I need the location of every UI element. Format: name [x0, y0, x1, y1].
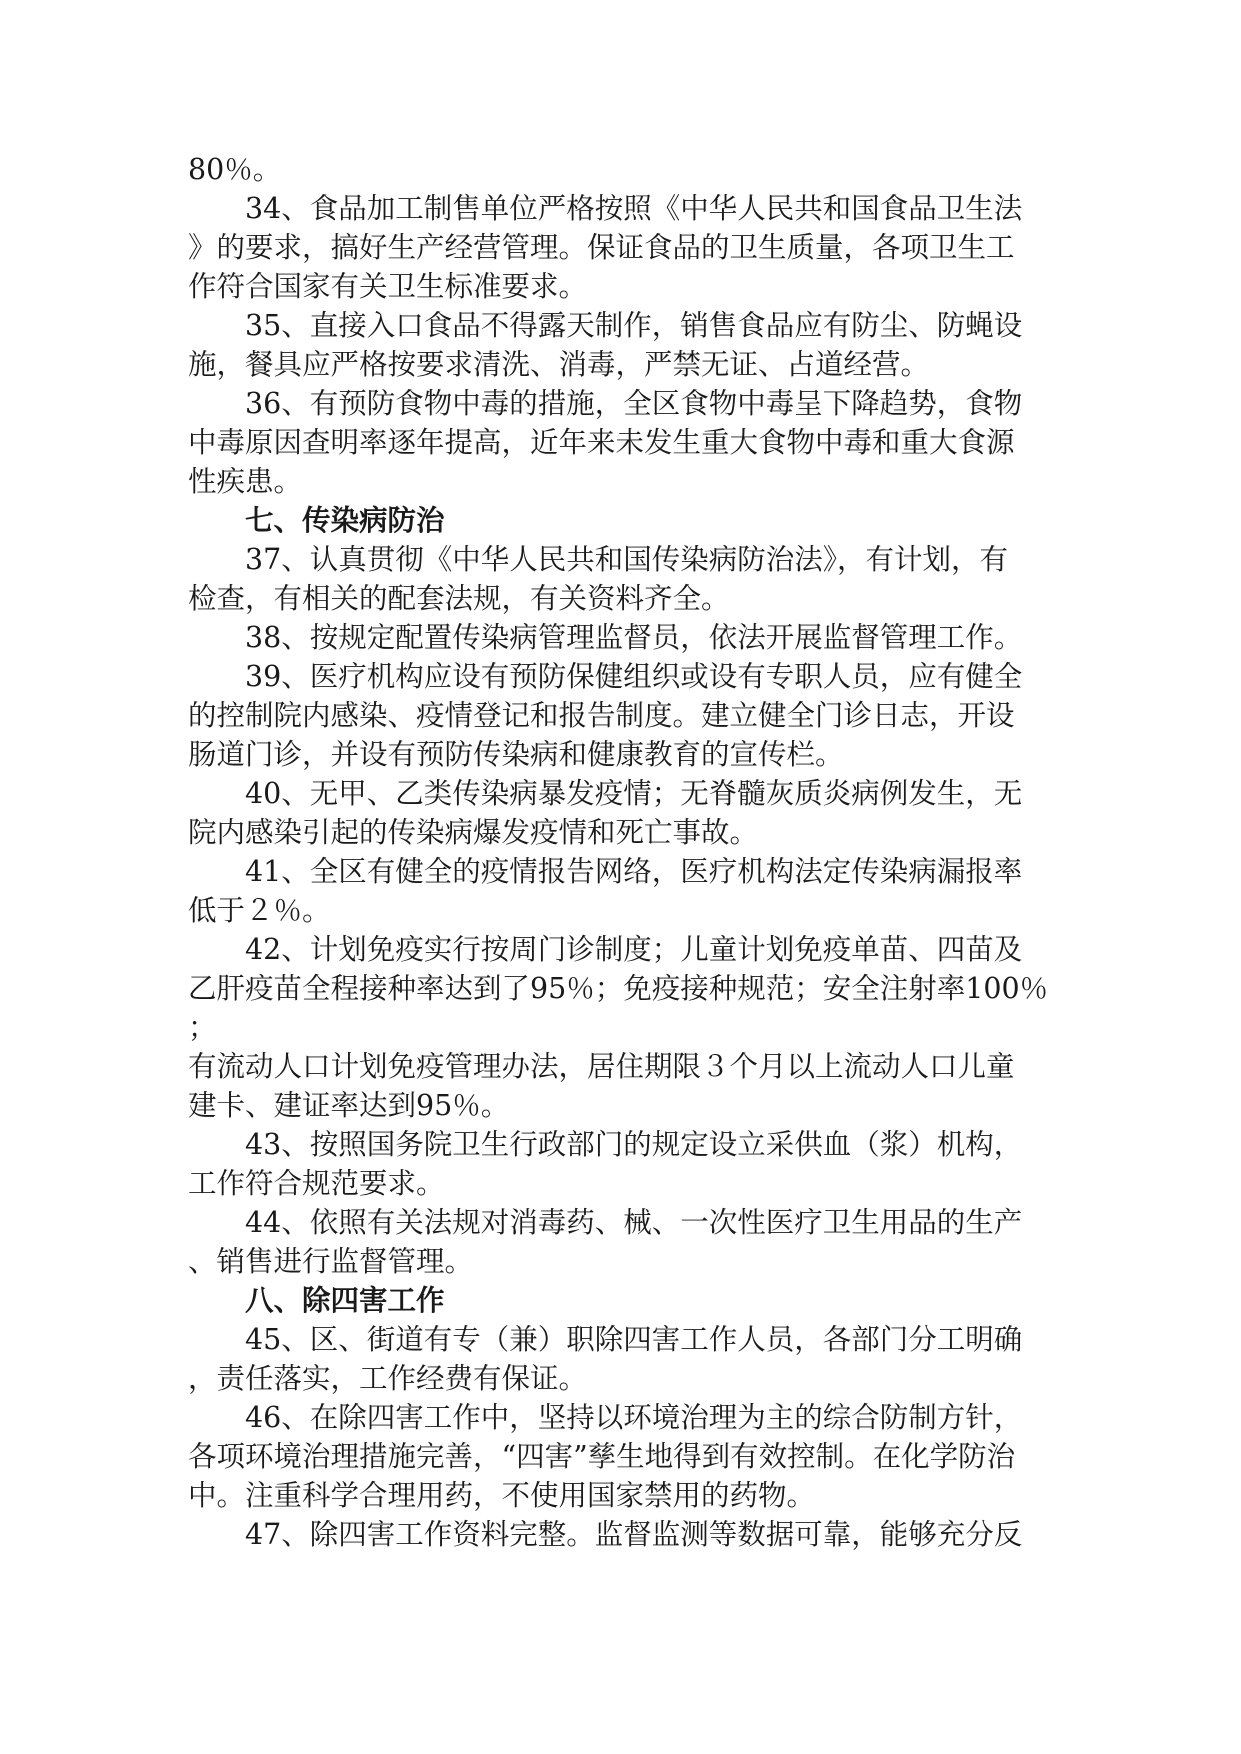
paragraph-line: 肠道门诊，并设有预防传染病和健康教育的宣传栏。: [188, 738, 844, 771]
paragraph-line: 40、无甲、乙类传染病暴发疫情；无脊髓灰质炎病例发生，无: [245, 777, 1023, 810]
paragraph-line: ；: [188, 1011, 217, 1044]
section-heading: 七、传染病防治: [245, 503, 445, 537]
paragraph-line: 35、直接入口食品不得露天制作，销售食品应有防尘、防蝇设: [245, 309, 1023, 342]
paragraph-line: 有流动人口计划免疫管理办法，居住期限３个月以上流动人口儿童: [188, 1050, 1015, 1083]
paragraph-line: 作符合国家有关卫生标准要求。: [188, 270, 588, 303]
paragraph-line: ，责任落实，工作经费有保证。: [188, 1362, 588, 1395]
paragraph-line: 47、除四害工作资料完整。监督监测等数据可靠，能够充分反: [245, 1518, 1023, 1551]
paragraph-line: 38、按规定配置传染病管理监督员，依法开展监督管理工作。: [245, 621, 1023, 654]
paragraph-line: 41、全区有健全的疫情报告网络，医疗机构法定传染病漏报率: [245, 855, 1023, 888]
paragraph-line: 、销售进行监督管理。: [188, 1245, 474, 1278]
document-body: [188, 150, 1053, 1554]
paragraph-line: 的控制院内感染、疫情登记和报告制度。建立健全门诊日志，开设: [188, 699, 1015, 732]
paragraph-line: 80％。: [188, 153, 282, 186]
paragraph-line: 36、有预防食物中毒的措施，全区食物中毒呈下降趋势，食物: [245, 387, 1023, 420]
paragraph-line: 施，餐具应严格按要求清洗、消毒，严禁无证、占道经营。: [188, 348, 930, 381]
paragraph-line: 工作符合规范要求。: [188, 1167, 445, 1200]
section-heading: 八、除四害工作: [245, 1283, 445, 1317]
paragraph-line: 中毒原因查明率逐年提高，近年来未发生重大食物中毒和重大食源: [188, 426, 1015, 459]
paragraph-line: 低于２％。: [188, 894, 331, 927]
paragraph-line: 性疾患。: [188, 465, 303, 498]
paragraph-line: 43、按照国务院卫生行政部门的规定设立采供血（浆）机构，: [245, 1128, 1023, 1161]
paragraph-line: 34、食品加工制售单位严格按照《中华人民共和国食品卫生法: [245, 192, 1023, 225]
paragraph-line: 中。注重科学合理用药，不使用国家禁用的药物。: [188, 1479, 816, 1512]
paragraph-line: 42、计划免疫实行按周门诊制度；儿童计划免疫单苗、四苗及: [245, 933, 1023, 966]
paragraph-line: 37、认真贯彻《中华人民共和国传染病防治法》，有计划，有: [245, 543, 1009, 576]
paragraph-line: 院内感染引起的传染病爆发疫情和死亡事故。: [188, 816, 759, 849]
paragraph-line: 各项环境治理措施完善，“四害”孳生地得到有效控制。在化学防治: [188, 1440, 1016, 1473]
paragraph-line: 45、区、街道有专（兼）职除四害工作人员，各部门分工明确: [245, 1323, 1023, 1356]
paragraph-line: 44、依照有关法规对消毒药、械、一次性医疗卫生用品的生产: [245, 1206, 1023, 1239]
paragraph-line: 39、医疗机构应设有预防保健组织或设有专职人员，应有健全: [245, 660, 1023, 693]
paragraph-line: 46、在除四害工作中，坚持以环境治理为主的综合防制方针，: [245, 1401, 1023, 1434]
paragraph-line: 》的要求，搞好生产经营管理。保证食品的卫生质量，各项卫生工: [188, 231, 1015, 264]
paragraph-line: 乙肝疫苗全程接种率达到了95％；免疫接种规范；安全注射率100％: [188, 972, 1049, 1005]
paragraph-line: 建卡、建证率达到95％。: [188, 1089, 510, 1122]
paragraph-line: 检查，有相关的配套法规，有关资料齐全。: [188, 582, 730, 615]
